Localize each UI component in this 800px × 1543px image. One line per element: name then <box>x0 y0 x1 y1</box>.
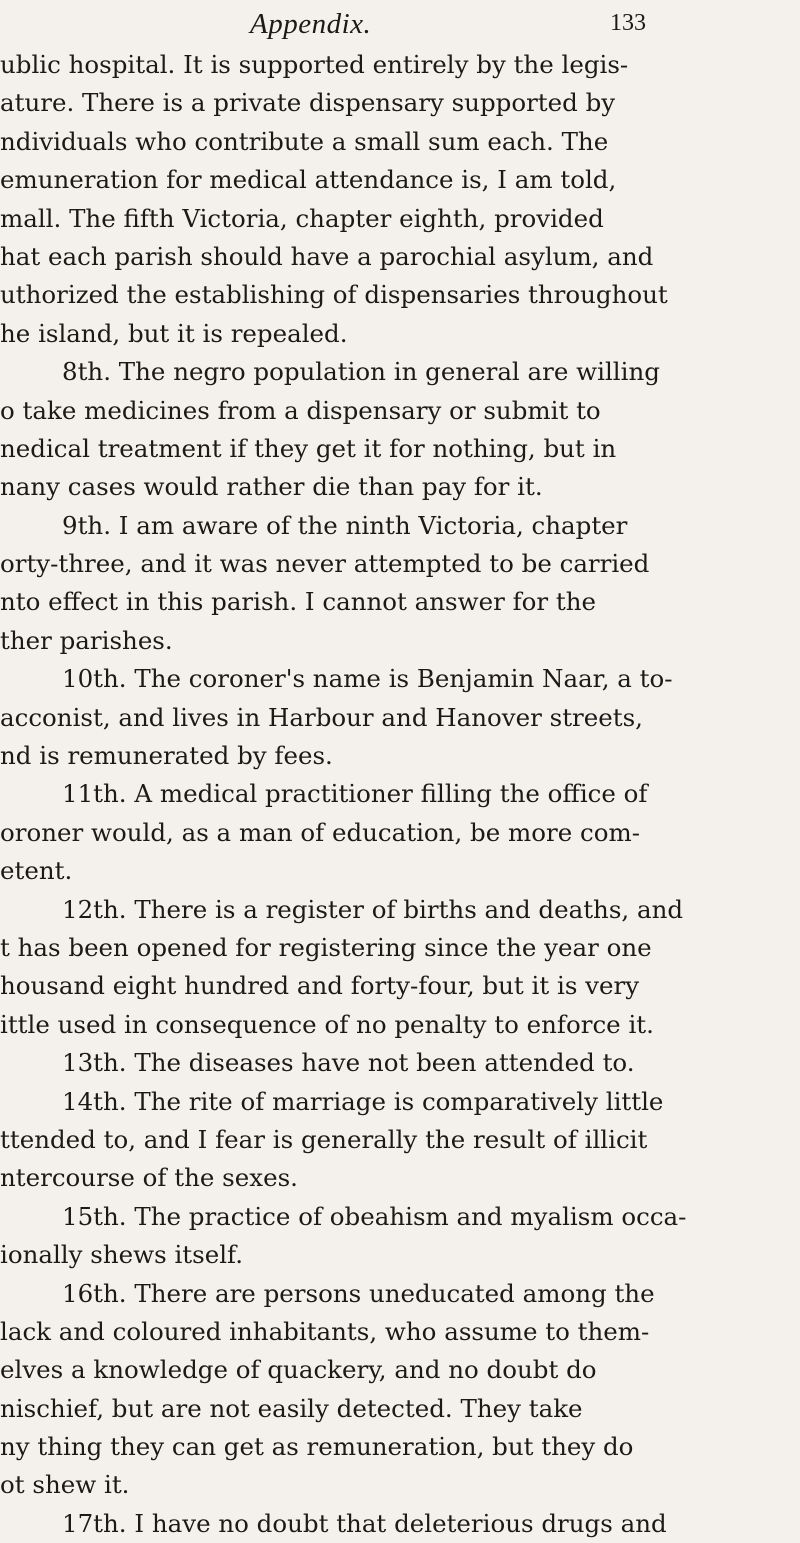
text-line: 14th. The rite of marriage is comparatively little <box>62 1086 664 1116</box>
text-line: elves a knowledge of quackery, and no doubt do <box>0 1355 597 1385</box>
text-line: emuneration for medical attendance is, I am told, <box>0 165 617 195</box>
text-line: nedical treatment if they get it for nothing, but in <box>0 433 617 463</box>
text-line: ntercourse of the sexes. <box>0 1163 298 1193</box>
page-number: 133 <box>610 10 646 36</box>
text-line: ature. There is a private dispensary supported by <box>0 88 616 118</box>
text-line: 8th. The negro population in general are willing <box>62 357 660 387</box>
text-line: housand eight hundred and forty-four, but it is very <box>0 971 640 1001</box>
text-line: nischief, but are not easily detected. They take <box>0 1393 583 1423</box>
text-line: ublic hospital. It is supported entirely by the legis- <box>0 50 629 79</box>
text-line: ny thing they can get as remuneration, but they do <box>0 1432 634 1462</box>
text-line: t has been opened for registering since the year one <box>0 932 652 962</box>
text-line: 16th. There are persons uneducated among the <box>62 1278 655 1308</box>
text-line: etent. <box>0 856 73 886</box>
text-line: nto effect in this parish. I cannot answer for the <box>0 587 597 617</box>
text-line: 9th. I am aware of the ninth Victoria, chapter <box>62 510 628 540</box>
text-line: ittle used in consequence of no penalty to enforce it. <box>0 1009 654 1039</box>
text-line: ther parishes. <box>0 625 173 655</box>
text-line: 12th. There is a register of births and deaths, and <box>62 894 684 924</box>
text-line: 11th. A medical practitioner filling the office of <box>62 779 648 809</box>
text-line: acconist, and lives in Harbour and Hanover streets, <box>0 702 643 732</box>
running-head <box>0 8 800 48</box>
text-line: ttended to, and I fear is generally the result of illicit <box>0 1124 648 1154</box>
text-line: nd is remunerated by fees. <box>0 741 333 771</box>
text-line: oroner would, as a man of education, be more com- <box>0 817 640 847</box>
text-line: mall. The fifth Victoria, chapter eighth, provided <box>0 203 604 233</box>
body-text <box>0 46 800 1543</box>
text-line: 15th. The practice of obeahism and myalism occa- <box>62 1201 687 1231</box>
running-title: Appendix. <box>250 8 372 40</box>
text-line: he island, but it is repealed. <box>0 318 348 348</box>
text-line: uthorized the establishing of dispensaries throughout <box>0 280 668 310</box>
text-line: orty-three, and it was never attempted to be carried <box>0 549 650 579</box>
text-line: o take medicines from a dispensary or submit to <box>0 395 601 425</box>
text-line: nany cases would rather die than pay for it. <box>0 472 543 502</box>
text-line: 17th. I have no doubt that deleterious drugs and <box>62 1508 667 1538</box>
text-line: hat each parish should have a parochial asylum, and <box>0 241 654 271</box>
text-line: 10th. The coroner's name is Benjamin Naar, a to- <box>62 664 673 694</box>
text-line: ot shew it. <box>0 1470 130 1500</box>
text-line: 13th. The diseases have not been attended to. <box>62 1048 635 1078</box>
text-line: lack and coloured inhabitants, who assume to them- <box>0 1316 650 1346</box>
text-line: ndividuals who contribute a small sum each. The <box>0 126 609 156</box>
text-line: ionally shews itself. <box>0 1240 244 1270</box>
